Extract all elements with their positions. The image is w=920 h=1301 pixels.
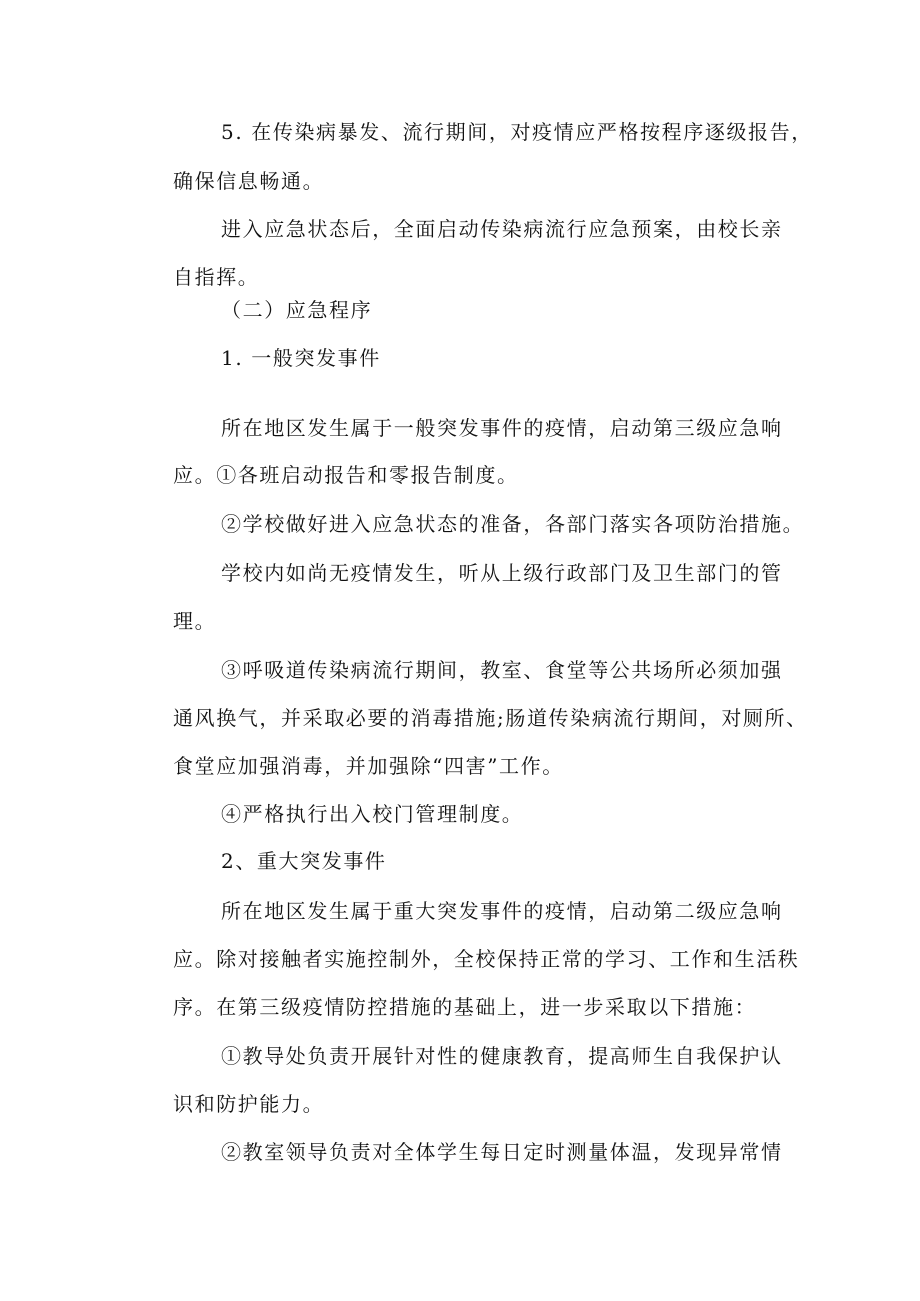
subsection-heading: 2、重大突发事件 <box>221 849 387 873</box>
subsection-heading: 1. 一般突发事件 <box>221 346 381 370</box>
paragraph-line: 应。①各班启动报告和零报告制度。 <box>173 463 519 487</box>
paragraph-line: ②学校做好进入应急状态的准备，各部门落实各项防治措施。 <box>221 512 805 536</box>
paragraph-line: 5. 在传染病暴发、流行期间，对疫情应严格按程序逐级报告， <box>221 120 813 144</box>
paragraph-line: ③呼吸道传染病流行期间，教室、食堂等公共场所必须加强 <box>221 658 783 682</box>
paragraph-line: 所在地区发生属于重大突发事件的疫情，启动第二级应急响 <box>221 899 783 923</box>
paragraph-line: ④严格执行出入校门管理制度。 <box>221 802 524 826</box>
paragraph-line: 通风换气，并采取必要的消毒措施;肠道传染病流行期间，对厕所、 <box>173 706 808 730</box>
paragraph-line: 学校内如尚无疫情发生，听从上级行政部门及卫生部门的管 <box>221 561 783 585</box>
paragraph-line: 进入应急状态后，全面启动传染病流行应急预案，由校长亲 <box>221 217 783 241</box>
paragraph-line: ①教导处负责开展针对性的健康教育，提高师生自我保护认 <box>221 1044 783 1068</box>
section-heading: （二）应急程序 <box>221 298 373 322</box>
paragraph-line: 确保信息畅通。 <box>173 169 325 193</box>
paragraph-line: 食堂应加强消毒，并加强除“四害”工作。 <box>173 754 564 778</box>
paragraph-line: 识和防护能力。 <box>173 1092 325 1116</box>
paragraph-line: 理。 <box>173 609 217 633</box>
paragraph-line: 所在地区发生属于一般突发事件的疫情，启动第三级应急响 <box>221 416 783 440</box>
paragraph-line: 序。在第三级疫情防控措施的基础上，进一步采取以下措施： <box>173 995 757 1019</box>
paragraph-line: ②教室领导负责对全体学生每日定时测量体温，发现异常情 <box>221 1140 783 1164</box>
paragraph-line: 自指挥。 <box>173 265 260 289</box>
paragraph-line: 应。除对接触者实施控制外，全校保持正常的学习、工作和生活秩 <box>173 947 800 971</box>
